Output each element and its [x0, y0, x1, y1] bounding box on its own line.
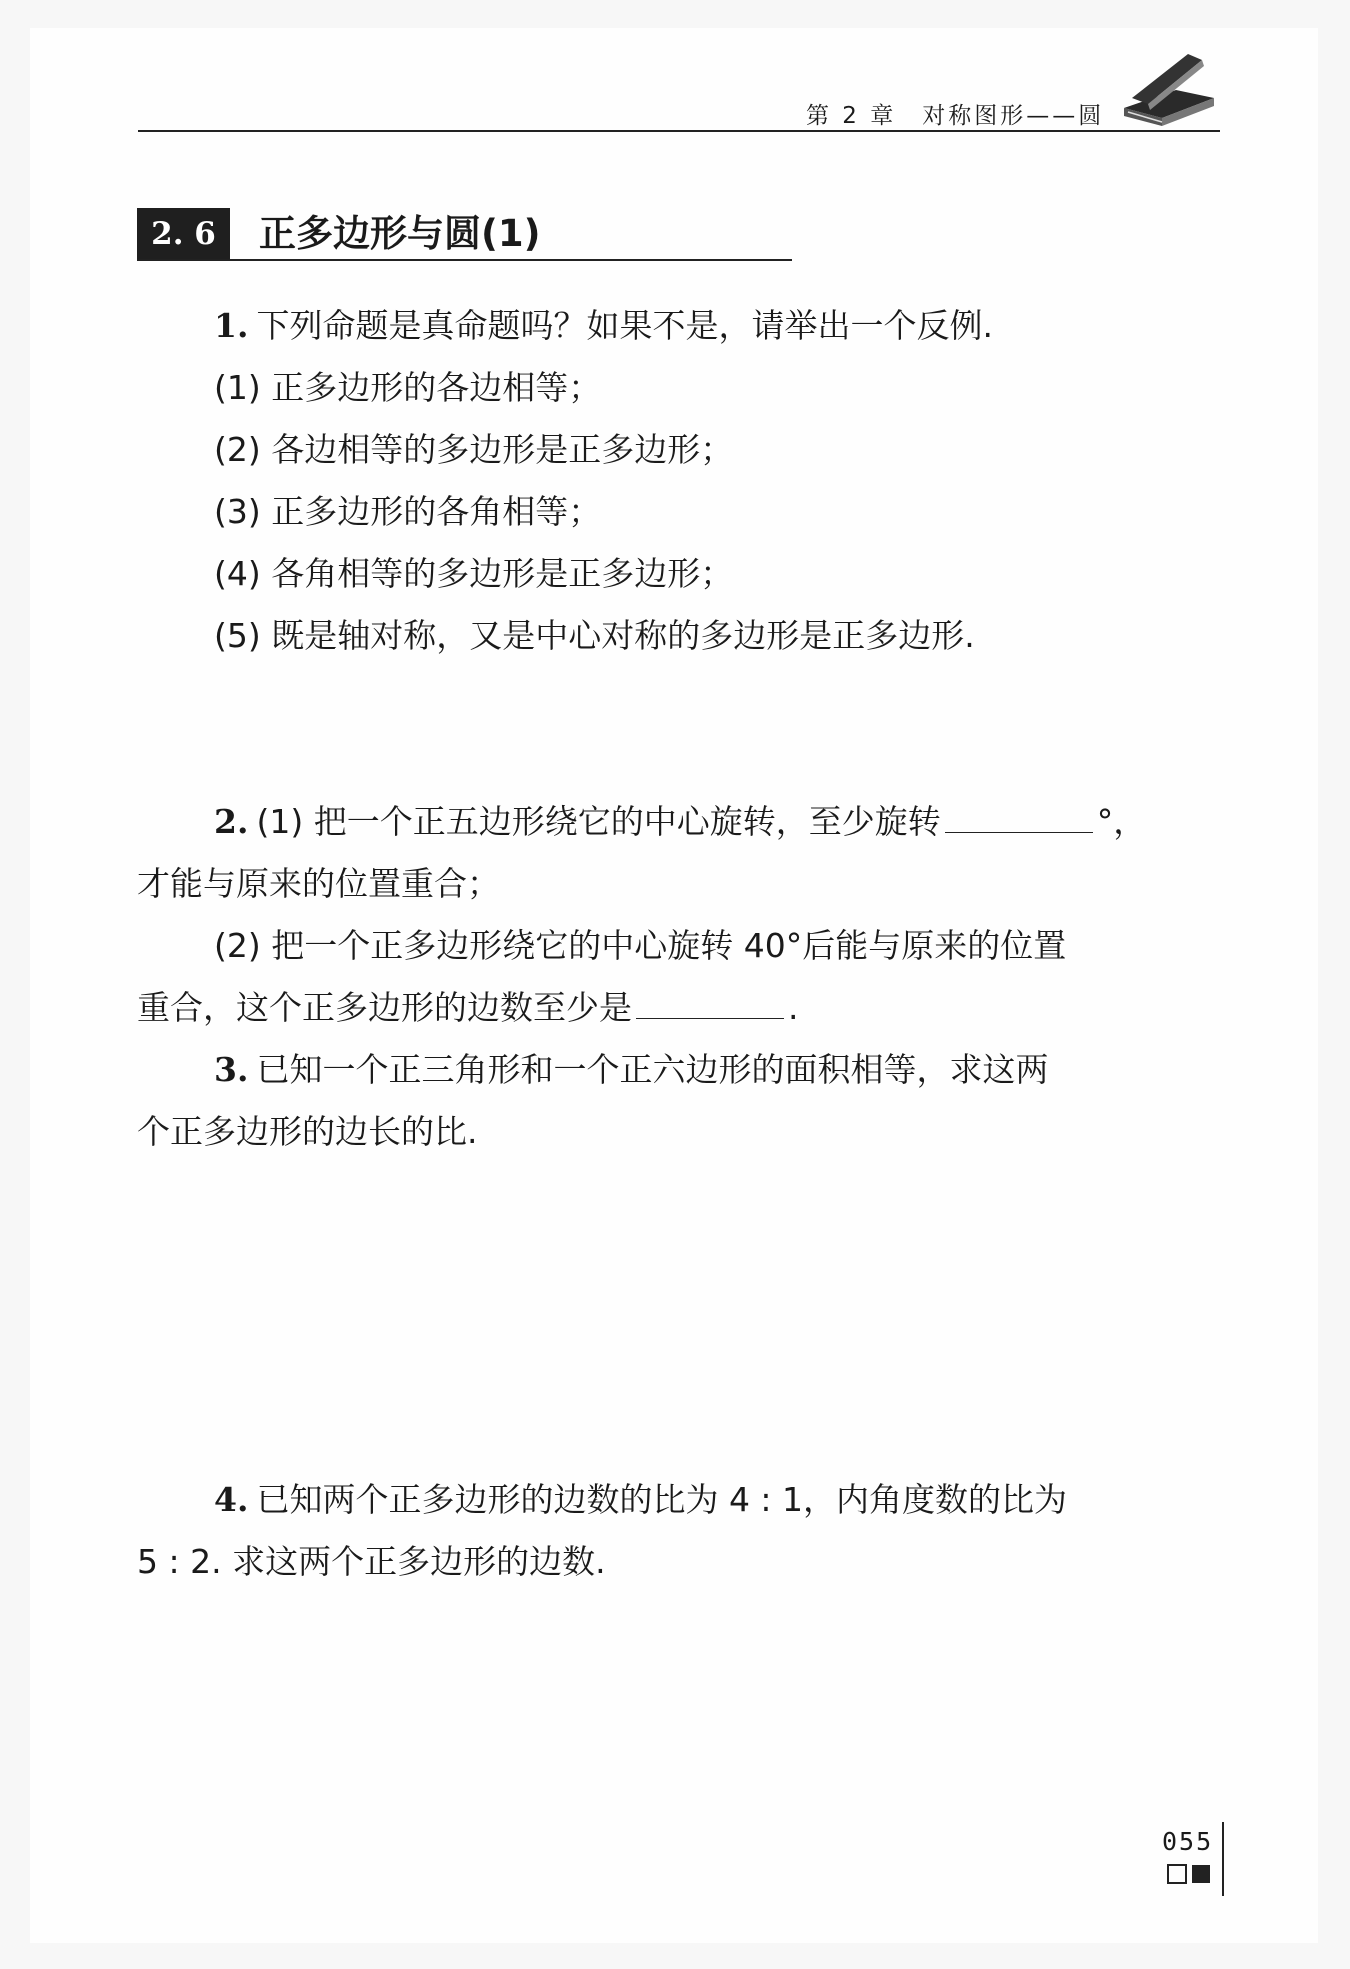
book-icon [1118, 46, 1218, 130]
footer-rule [1222, 1822, 1224, 1896]
q3-text: 已知一个正三角形和一个正六边形的面积相等，求这两 [256, 1050, 1049, 1089]
q2-part1-line1 [214, 800, 1146, 844]
q1-item-2: (2) 各边相等的多边形是正多边形； [214, 430, 734, 469]
q3-line1 [214, 1048, 1048, 1092]
page-number: 055 [1162, 1827, 1214, 1856]
q1-stem [214, 304, 993, 348]
q2-answer-blank-2[interactable] [636, 988, 784, 1019]
q2-part2-line2 [137, 986, 799, 1030]
q2-degree-mark: °， [1096, 802, 1147, 841]
q1-number: 1. [214, 306, 249, 345]
q4-line1 [214, 1478, 1067, 1522]
q1-item-5: (5) 既是轴对称，又是中心对称的多边形是正多边形. [214, 616, 975, 655]
q2-part2-line1: (2) 把一个正多边形绕它的中心旋转 40°后能与原来的位置 [214, 926, 1067, 965]
page-corner-marks [1166, 1862, 1216, 1886]
q2-answer-blank-1[interactable] [945, 802, 1093, 833]
section-number: 2. 6 [137, 208, 230, 260]
q3-line2: 个正多边形的边长的比. [137, 1112, 478, 1151]
q2-number: 2. [214, 802, 249, 841]
q1-item-3: (3) 正多边形的各角相等； [214, 492, 602, 531]
q2-part2-text: 重合，这个正多边形的边数至少是 [137, 988, 632, 1027]
q1-stem-text: 下列命题是真命题吗？如果不是，请举出一个反例. [256, 306, 993, 345]
q4-number: 4. [214, 1480, 249, 1519]
q1-item-4: (4) 各角相等的多边形是正多边形； [214, 554, 734, 593]
q1-item-1: (1) 正多边形的各边相等； [214, 368, 602, 407]
section-rule [137, 259, 792, 261]
q4-text: 已知两个正多边形的边数的比为 4 : 1，内角度数的比为 [256, 1480, 1068, 1519]
running-head: 第 2 章 对称图形——圆 [806, 103, 1105, 129]
section-title: 正多边形与圆(1) [259, 212, 541, 255]
q4-line2: 5 : 2. 求这两个正多边形的边数. [137, 1542, 606, 1581]
header-rule [138, 130, 1220, 132]
q2-part1-line2: 才能与原来的位置重合； [137, 864, 500, 903]
q3-number: 3. [214, 1050, 249, 1089]
q2-part1-text: (1) 把一个正五边形绕它的中心旋转，至少旋转 [256, 802, 941, 841]
q2-period: . [788, 988, 799, 1027]
